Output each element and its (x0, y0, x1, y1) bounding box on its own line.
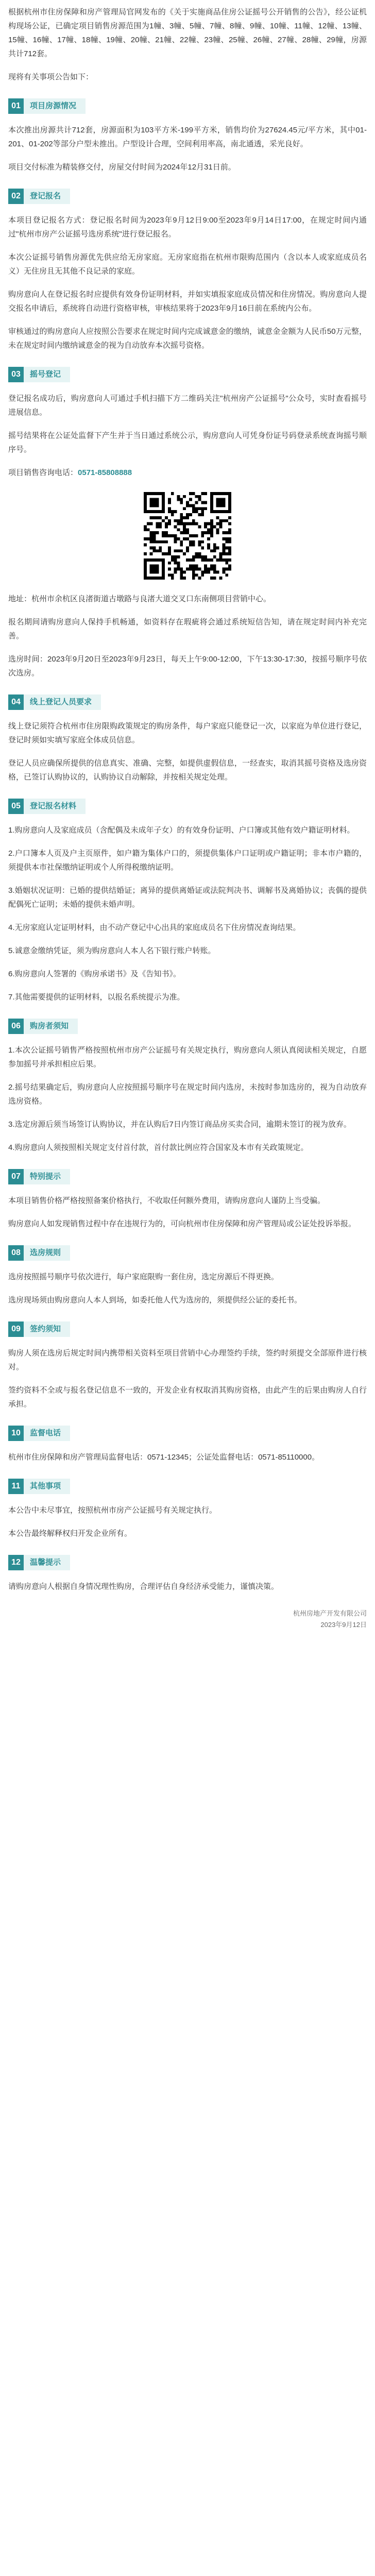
section-paragraph: 本公告中未尽事宜，按照杭州市房产公证摇号有关规定执行。 (8, 1506, 217, 1515)
section-paragraph: 选房按照摇号顺序号依次进行，每户家庭限购一套住房，选定房源后不得更换。 (8, 1273, 279, 1281)
section-number: 01 (8, 98, 24, 114)
section-number: 09 (8, 1321, 24, 1337)
list-item: 1.本次公证摇号销售严格按照杭州市房产公证摇号有关规定执行，购房意向人须认真阅读相关规定，自愿参加摇号并承担相应后果。 (8, 1046, 367, 1069)
section-title: 线上登记人员要求 (24, 694, 101, 710)
bottom-spacer (8, 1631, 367, 1651)
section-title: 项目房源情况 (24, 98, 86, 114)
section-paragraph: 请购房意向人根据自身情况理性购房，合理评估自身经济承受能力，谨慎决策。 (8, 1582, 279, 1591)
section-paragraph: 选房现场须由购房意向人本人到场，如委托他人代为选房的，须提供经公证的委托书。 (8, 1296, 302, 1304)
section-header-02 (8, 189, 367, 204)
list-item: 6.购房意向人签署的《购房承诺书》及《告知书》。 (8, 970, 181, 978)
section-number: 11 (8, 1479, 24, 1494)
section-title: 购房者须知 (24, 1019, 78, 1034)
section-paragraph: 报名期间请购房意向人保持手机畅通，如资料存在瑕疵将会通过系统短信告知，请在规定时间内补充完善。 (8, 618, 367, 640)
list-item: 3.选定房源后须当场签订认购协议，并在认购后7日内签订商品房买卖合同，逾期未签订的视为放弃。 (8, 1120, 351, 1129)
section-paragraph: 摇号结果将在公证处监督下产生并于当日通过系统公示，购房意向人可凭身份证号码登录系统查询摇号顺序号。 (8, 431, 367, 454)
list-item: 5.诚意金缴纳凭证，须为购房意向人本人名下银行账户转账。 (8, 946, 216, 955)
section-paragraph: 本公告最终解释权归开发企业所有。 (8, 1529, 132, 1538)
section-number: 02 (8, 189, 24, 204)
section-header-06 (8, 1019, 367, 1034)
intro-paragraph-2: 现将有关事项公告如下： (8, 73, 94, 81)
section-paragraph: 购房意向人在登记报名时应提供有效身份证明材料，并如实填报家庭成员情况和住房情况。购房意向人提交报名申请后，系统将自动进行资格审核，审核结果将于2023年9月16日前在系统内公布。 (8, 290, 367, 313)
qr-code-icon[interactable] (144, 492, 231, 580)
section-title: 特别提示 (24, 1169, 70, 1184)
section-header-01 (8, 98, 367, 114)
section-title: 签约须知 (24, 1321, 70, 1337)
qr-code-block (8, 492, 367, 580)
section-number: 03 (8, 367, 24, 382)
section-number: 10 (8, 1426, 24, 1441)
footer-date: 2023年9月12日 (320, 1621, 367, 1629)
section-title: 选房规则 (24, 1245, 70, 1261)
section-header-04 (8, 694, 367, 710)
section-number: 06 (8, 1019, 24, 1034)
section-title: 登记报名 (24, 189, 70, 204)
section-header-07 (8, 1169, 367, 1184)
section-paragraph: 线上登记须符合杭州市住房限购政策规定的购房条件，每户家庭只能登记一次，以家庭为单位进行登记，登记时须如实填写家庭全体成员信息。 (8, 722, 367, 744)
contact-phone[interactable]: 0571-85808888 (78, 468, 132, 477)
section-paragraph: 选房时间：2023年9月20日至2023年9月23日，每天上午9:00-12:00，下午13:30-17:30，按摇号顺序号依次选房。 (8, 655, 367, 677)
section-number: 04 (8, 694, 24, 710)
section-paragraph: 登记报名成功后，购房意向人可通过手机扫描下方二维码关注"杭州房产公证摇号"公众号，实时查看摇号进展信息。 (8, 394, 367, 417)
section-number: 05 (8, 799, 24, 814)
document-footer (8, 1608, 367, 1631)
section-paragraph: 审核通过的购房意向人应按照公告要求在规定时间内完成诚意金的缴纳，诚意金金额为人民币50万元整，未在规定时间内缴纳诚意金的视为自动放弃本次摇号资格。 (8, 327, 367, 350)
section-paragraph: 购房人须在选房后规定时间内携带相关资料至项目营销中心办理签约手续，签约时须提交全部原件进行核对。 (8, 1349, 367, 1371)
section-number: 08 (8, 1245, 24, 1261)
section-header-12 (8, 1555, 367, 1570)
section-title: 监督电话 (24, 1426, 70, 1441)
section-paragraph: 项目交付标准为精装修交付，房屋交付时间为2024年12月31日前。 (8, 163, 236, 172)
list-item: 4.购房意向人须按照相关规定支付首付款，首付款比例应符合国家及本市有关政策规定。 (8, 1143, 309, 1152)
contact-label: 项目销售咨询电话： (8, 468, 78, 477)
intro-paragraph-1: 根据杭州市住房保障和房产管理局官网发布的《关于实施商品住房公证摇号公开销售的公告》，经公证机构现场公证，已确定项目销售房源范围为1幢、3幢、5幢、7幢、8幢、9幢、10幢、11幢、12幢、13幢、15幢、16幢、17幢、18幢、19幢、20幢、21幢、22幢、23幢、25幢、26幢、27幢、28幢、29幢，房源共计712套。 (8, 8, 367, 58)
section-paragraph: 购房意向人如发现销售过程中存在违规行为的，可向杭州市住房保障和房产管理局或公证处投诉举报。 (8, 1219, 356, 1228)
section-header-10 (8, 1426, 367, 1441)
section-paragraph: 本项目销售价格严格按照备案价格执行，不收取任何额外费用，请购房意向人谨防上当受骗。 (8, 1196, 326, 1205)
section-paragraph: 签约资料不全或与报名登记信息不一致的，开发企业有权取消其购房资格，由此产生的后果由购房人自行承担。 (8, 1386, 367, 1409)
section-title: 其他事项 (24, 1479, 70, 1494)
section-title: 登记报名材料 (24, 799, 86, 814)
section-header-09 (8, 1321, 367, 1337)
section-header-11 (8, 1479, 367, 1494)
list-item: 2.户口簿本人页及户主页原件，如户籍为集体户口的，须提供集体户口证明或户籍证明；非本市户籍的，须提供本市社保缴纳证明或个人所得税缴纳证明。 (8, 849, 367, 872)
section-number: 07 (8, 1169, 24, 1184)
section-header-05 (8, 799, 367, 814)
section-paragraph: 地址：杭州市余杭区良渚街道古墩路与良渚大道交叉口东南侧项目营销中心。 (8, 595, 271, 603)
contact-line (8, 466, 367, 480)
list-item: 1.购房意向人及家庭成员（含配偶及未成年子女）的有效身份证明、户口簿或其他有效户籍证明材料。 (8, 826, 355, 835)
section-header-08 (8, 1245, 367, 1261)
list-item: 2.摇号结果确定后，购房意向人应按照摇号顺序号在规定时间内选房，未按时参加选房的，视为自动放弃选房资格。 (8, 1083, 367, 1106)
intro (8, 5, 367, 84)
list-item: 7.其他需要提供的证明材料，以报名系统提示为准。 (8, 993, 185, 1002)
list-item: 4.无房家庭认定证明材料，由不动产登记中心出具的家庭成员名下住房情况查询结果。 (8, 923, 301, 932)
section-paragraph: 本项目登记报名方式：登记报名时间为2023年9月12日9:00至2023年9月14日17:00，在规定时间内通过"杭州市房产公证摇号选房系统"进行登记报名。 (8, 216, 367, 239)
section-paragraph: 本次推出房源共计712套，房源面积为103平方米-199平方米，销售均价为27624.45元/平方米，其中01-201、01-202等部分户型未推出。户型设计合理，空间利用率高，南北通透，采光良好。 (8, 126, 367, 148)
footer-company: 杭州房地产开发有限公司 (293, 1609, 367, 1617)
section-paragraph: 杭州市住房保障和房产管理局监督电话：0571-12345；公证处监督电话：0571-85110000。 (8, 1453, 320, 1462)
section-title: 温馨提示 (24, 1555, 70, 1570)
section-paragraph: 本次公证摇号销售房源优先供应给无房家庭。无房家庭指在杭州市限购范围内（含以本人或家庭成员名义）无住房且无其他不良记录的家庭。 (8, 253, 367, 276)
section-title: 摇号登记 (24, 367, 70, 382)
list-item: 3.婚姻状况证明：已婚的提供结婚证；离异的提供离婚证或法院判决书、调解书及离婚协议；丧偶的提供配偶死亡证明；未婚的提供未婚声明。 (8, 886, 367, 909)
section-number: 12 (8, 1555, 24, 1570)
section-paragraph: 登记人员应确保所提供的信息真实、准确、完整，如提供虚假信息，一经查实，取消其摇号资格及选房资格，已签订认购协议的，认购协议自动解除，并按相关规定处理。 (8, 759, 367, 782)
section-header-03 (8, 367, 367, 382)
